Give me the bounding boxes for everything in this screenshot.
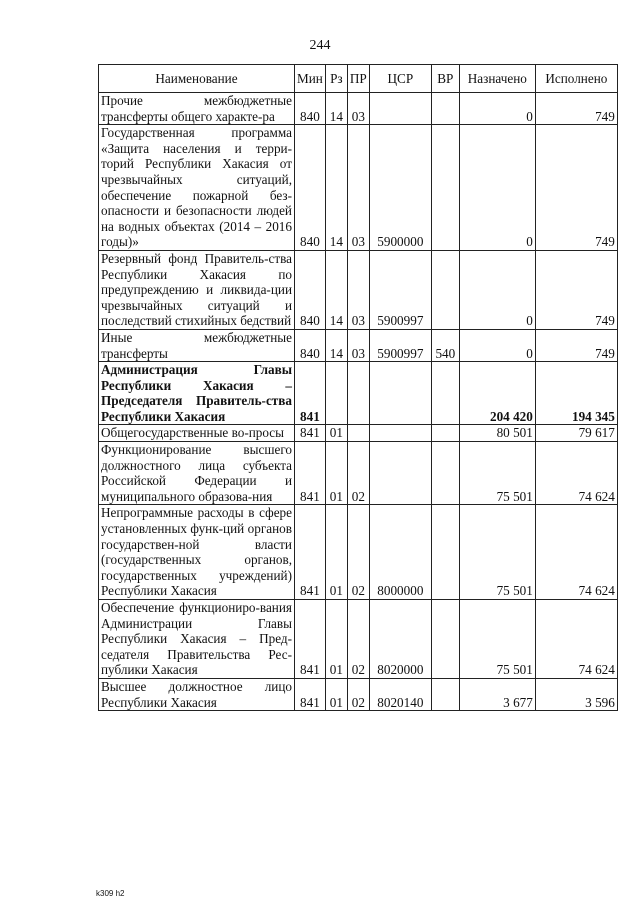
row-name: Иные межбюджетные трансферты xyxy=(99,329,295,361)
row-executed: 749 xyxy=(535,125,617,251)
row-csr: 8020000 xyxy=(369,600,431,679)
row-min: 841 xyxy=(295,425,326,442)
row-executed: 74 624 xyxy=(535,600,617,679)
column-header-planned: Назначено xyxy=(459,65,535,93)
row-rz: 01 xyxy=(325,425,347,442)
row-vr xyxy=(431,600,459,679)
row-csr: 8020140 xyxy=(369,678,431,710)
column-header-vr: ВР xyxy=(431,65,459,93)
column-header-csr: ЦСР xyxy=(369,65,431,93)
row-executed: 749 xyxy=(535,250,617,329)
row-vr xyxy=(431,425,459,442)
table-header-row xyxy=(99,65,618,93)
row-planned: 80 501 xyxy=(459,425,535,442)
row-name: Высшее должностное лицо Республики Хакасия xyxy=(99,678,295,710)
row-executed: 74 624 xyxy=(535,442,617,505)
row-vr xyxy=(431,362,459,425)
column-header-name: Наименование xyxy=(99,65,295,93)
row-csr: 5900997 xyxy=(369,329,431,361)
row-vr: 540 xyxy=(431,329,459,361)
row-name: Обеспечение функциониро-вания Администрации Главы Республики Хакасия – Пред-седателя Правительства Рес-публики Хакасия xyxy=(99,600,295,679)
budget-table xyxy=(98,64,618,711)
row-executed: 194 345 xyxy=(535,362,617,425)
row-pr: 02 xyxy=(347,442,369,505)
table-row xyxy=(99,93,618,125)
row-rz: 01 xyxy=(325,505,347,600)
row-planned: 75 501 xyxy=(459,505,535,600)
table-row xyxy=(99,362,618,425)
row-vr xyxy=(431,125,459,251)
column-header-min: Мин xyxy=(295,65,326,93)
row-rz: 01 xyxy=(325,678,347,710)
row-vr xyxy=(431,250,459,329)
row-executed: 74 624 xyxy=(535,505,617,600)
row-vr xyxy=(431,678,459,710)
row-pr: 02 xyxy=(347,600,369,679)
row-name: Функционирование высшего должностного лица субъекта Российской Федерации и муниципального образова-ния xyxy=(99,442,295,505)
table-row xyxy=(99,505,618,600)
row-planned: 0 xyxy=(459,125,535,251)
table-row xyxy=(99,678,618,710)
row-name: Общегосударственные во-просы xyxy=(99,425,295,442)
table-row xyxy=(99,125,618,251)
row-rz: 14 xyxy=(325,329,347,361)
column-header-rz: Рз xyxy=(325,65,347,93)
row-min: 841 xyxy=(295,442,326,505)
row-pr: 03 xyxy=(347,250,369,329)
row-rz: 14 xyxy=(325,125,347,251)
row-min: 841 xyxy=(295,678,326,710)
row-pr: 03 xyxy=(347,125,369,251)
row-pr: 03 xyxy=(347,329,369,361)
row-min: 841 xyxy=(295,505,326,600)
row-planned: 75 501 xyxy=(459,600,535,679)
row-rz: 01 xyxy=(325,442,347,505)
column-header-pr: ПР xyxy=(347,65,369,93)
row-vr xyxy=(431,93,459,125)
row-name: Государственная программа «Защита населения и терри-торий Республики Хакасия от чрезвычайных ситуаций, обеспечение пожарной без-опасности и безопасности людей на водных объектах (2014 – 2016 годы)» xyxy=(99,125,295,251)
row-vr xyxy=(431,505,459,600)
column-header-executed: Исполнено xyxy=(535,65,617,93)
table-row xyxy=(99,250,618,329)
row-csr: 8000000 xyxy=(369,505,431,600)
row-pr: 03 xyxy=(347,93,369,125)
row-rz: 14 xyxy=(325,250,347,329)
row-name: Резервный фонд Правитель-ства Республики Хакасия по предупреждению и ликвида-ции чрезвычайных ситуаций и последствий стихийных бедствий xyxy=(99,250,295,329)
footer-code: k309 h2 xyxy=(96,889,125,898)
row-csr xyxy=(369,93,431,125)
row-pr: 02 xyxy=(347,505,369,600)
row-executed: 79 617 xyxy=(535,425,617,442)
row-executed: 749 xyxy=(535,329,617,361)
row-min: 841 xyxy=(295,362,326,425)
row-planned: 75 501 xyxy=(459,442,535,505)
row-planned: 0 xyxy=(459,329,535,361)
row-planned: 3 677 xyxy=(459,678,535,710)
row-min: 841 xyxy=(295,600,326,679)
row-pr: 02 xyxy=(347,678,369,710)
row-pr xyxy=(347,362,369,425)
row-planned: 204 420 xyxy=(459,362,535,425)
row-csr: 5900997 xyxy=(369,250,431,329)
row-vr xyxy=(431,442,459,505)
row-csr xyxy=(369,442,431,505)
row-pr xyxy=(347,425,369,442)
row-name: Администрация Главы Республики Хакасия – Председателя Правитель-ства Республики Хакасия xyxy=(99,362,295,425)
row-rz: 14 xyxy=(325,93,347,125)
table-row xyxy=(99,600,618,679)
row-rz xyxy=(325,362,347,425)
table-row xyxy=(99,442,618,505)
page-number: 244 xyxy=(309,38,331,53)
row-planned: 0 xyxy=(459,250,535,329)
row-csr xyxy=(369,362,431,425)
row-min: 840 xyxy=(295,250,326,329)
row-min: 840 xyxy=(295,329,326,361)
row-name: Прочие межбюджетные трансферты общего характе-ра xyxy=(99,93,295,125)
row-name: Непрограммные расходы в сфере установленных функ-ций органов государствен-ной власти (государственных органов, государственных учреждений) Республики Хакасия xyxy=(99,505,295,600)
row-min: 840 xyxy=(295,125,326,251)
row-executed: 749 xyxy=(535,93,617,125)
row-csr xyxy=(369,425,431,442)
row-csr: 5900000 xyxy=(369,125,431,251)
row-executed: 3 596 xyxy=(535,678,617,710)
table-row xyxy=(99,329,618,361)
row-planned: 0 xyxy=(459,93,535,125)
row-rz: 01 xyxy=(325,600,347,679)
table-row xyxy=(99,425,618,442)
row-min: 840 xyxy=(295,93,326,125)
